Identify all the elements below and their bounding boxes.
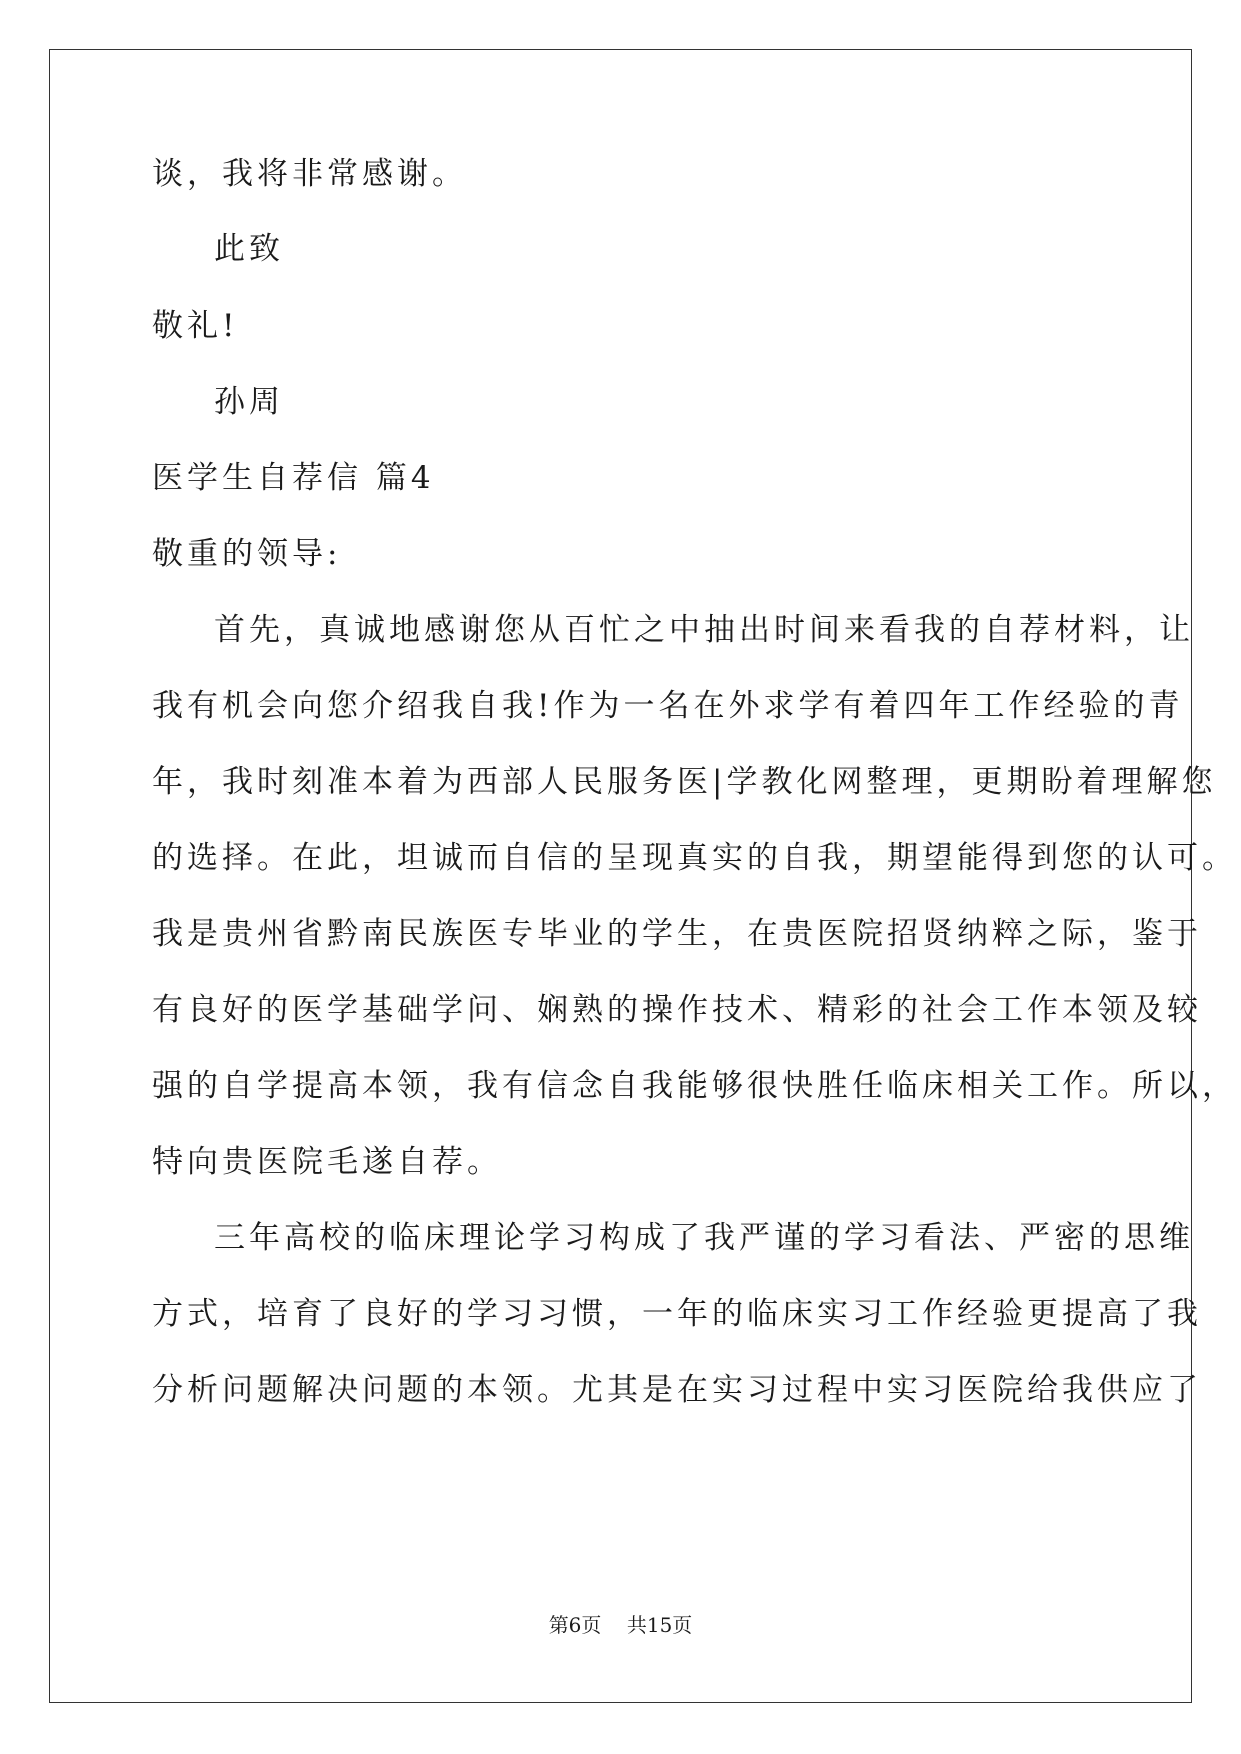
paragraph-line: 方式，培育了良好的学习习惯，一年的临床实习工作经验更提高了我: [152, 1296, 1202, 1332]
page-number: 第6页: [548, 1613, 602, 1637]
paragraph-line: 有良好的医学基础学问、娴熟的操作技术、精彩的社会工作本领及较: [152, 992, 1202, 1028]
paragraph-line: 三年高校的临床理论学习构成了我严谨的学习看法、严密的思维: [214, 1220, 1194, 1256]
paragraph-line: 强的自学提高本领，我有信念自我能够很快胜任临床相关工作。所以，: [152, 1068, 1237, 1104]
greeting: 敬重的领导:: [152, 536, 342, 572]
page-footer: [0, 1613, 1241, 1637]
paragraph-line: 分析问题解决问题的本领。尤其是在实习过程中实习医院给我供应了: [152, 1372, 1202, 1408]
paragraph-line: 特向贵医院毛遂自荐。: [152, 1144, 502, 1180]
page-total: 共15页: [626, 1613, 693, 1637]
salutation-closing: 此致: [214, 231, 284, 267]
signature-name: 孙周: [214, 384, 284, 420]
paragraph-line: 我有机会向您介绍我自我!作为一名在外求学有着四年工作经验的青: [152, 688, 1184, 724]
paragraph-line: 我是贵州省黔南民族医专毕业的学生，在贵医院招贤纳粹之际，鉴于: [152, 916, 1202, 952]
section-title: 医学生自荐信 篇4: [152, 460, 435, 496]
paragraph-line: 的选择。在此，坦诚而自信的呈现真实的自我，期望能得到您的认可。: [152, 840, 1237, 876]
salutation-respect: 敬礼!: [152, 308, 239, 344]
paragraph-line: 首先，真诚地感谢您从百忙之中抽出时间来看我的自荐材料，让: [214, 612, 1194, 648]
text-line: 谈，我将非常感谢。: [152, 156, 467, 192]
paragraph-line: 年，我时刻准本着为西部人民服务医|学教化网整理，更期盼着理解您: [152, 764, 1217, 800]
